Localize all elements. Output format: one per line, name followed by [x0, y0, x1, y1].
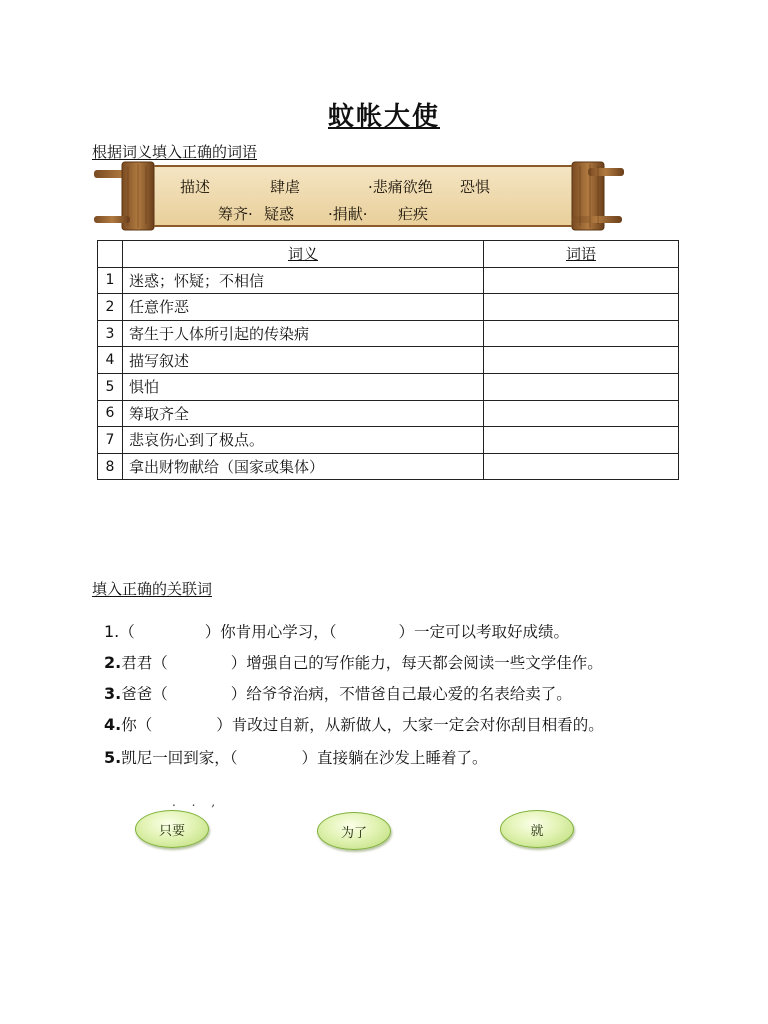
sentence-number: 4.: [104, 715, 122, 734]
answer-cell[interactable]: [484, 400, 679, 427]
row-meaning: 描写叙述: [123, 347, 484, 374]
sentence-number: 1.: [104, 622, 120, 641]
row-number: 8: [98, 453, 123, 480]
row-number: 3: [98, 320, 123, 347]
sentence-number: 2.: [104, 653, 122, 672]
answer-cell[interactable]: [484, 294, 679, 321]
answer-cell[interactable]: [484, 320, 679, 347]
table-row: [98, 400, 679, 427]
sentence-text: ）一定可以考取好成绩。: [398, 623, 570, 641]
row-number: 2: [98, 294, 123, 321]
header-word: 词语: [484, 241, 679, 268]
word-bank-item: 疟疾: [398, 205, 429, 223]
row-number: 5: [98, 373, 123, 400]
table-row: [98, 453, 679, 480]
answer-cell[interactable]: [484, 347, 679, 374]
sentence-text: （: [119, 623, 135, 641]
word-bank-item: 疑惑: [264, 205, 295, 223]
row-number: 7: [98, 427, 123, 454]
word-bank-item: ·悲痛欲绝: [368, 178, 433, 196]
table-row: [98, 427, 679, 454]
sentence-number: 3.: [104, 684, 122, 703]
header-number: [98, 241, 123, 268]
answer-cell[interactable]: [484, 373, 679, 400]
sentence-1: [104, 620, 569, 642]
table-row: [98, 320, 679, 347]
decorative-dots: . . ,: [172, 795, 222, 809]
row-number: 1: [98, 267, 123, 294]
row-number: 4: [98, 347, 123, 374]
sentence-number: 5.: [104, 748, 122, 767]
answer-cell[interactable]: [484, 267, 679, 294]
sentence-text: ）给爷爷治病，不惜爸自己最心爱的名表给卖了。: [230, 685, 572, 703]
word-bank-item: ·捐献·: [328, 205, 368, 223]
word-bank-scroll: [92, 160, 627, 232]
option-jiu-button[interactable]: 就: [500, 810, 574, 848]
row-number: 6: [98, 400, 123, 427]
word-bank-item: 恐惧: [460, 178, 491, 196]
word-bank-item: 肆虐: [270, 178, 301, 196]
sentence-2: [104, 651, 603, 673]
section-vocab-label: 根据词义填入正确的词语: [92, 143, 258, 161]
sentence-text: ）肯改过自新，从新做人，大家一定会对你刮目相看的。: [216, 716, 604, 734]
row-meaning: 惧怕: [123, 373, 484, 400]
sentence-4: [104, 713, 604, 735]
sentence-text: ）增强自己的写作能力，每天都会阅读一些文学佳作。: [230, 654, 603, 672]
sentence-text: 爸爸（: [121, 685, 168, 703]
word-bank-item: 描述: [180, 178, 211, 196]
sentence-text: ）直接躺在沙发上睡着了。: [301, 749, 488, 767]
word-bank-item: 筹齐·: [218, 205, 253, 223]
vocab-table: [97, 240, 679, 480]
row-meaning: 筹取齐全: [123, 400, 484, 427]
table-row: [98, 267, 679, 294]
sentence-text: 你（: [121, 716, 153, 734]
sentence-5: [104, 746, 488, 768]
row-meaning: 拿出财物献给（国家或集体）: [123, 453, 484, 480]
sentence-3: [104, 682, 572, 704]
page-title: 蚊帐大使: [327, 102, 440, 132]
sentence-text: 凯尼一回到家，（: [121, 749, 238, 767]
table-row: [98, 373, 679, 400]
row-meaning: 任意作恶: [123, 294, 484, 321]
table-row: [98, 347, 679, 374]
sentence-text: 君君（: [121, 654, 168, 672]
header-meaning: 词义: [123, 241, 484, 268]
table-row: [98, 294, 679, 321]
row-meaning: 迷惑；怀疑；不相信: [123, 267, 484, 294]
sentence-text: ）你肯用心学习，（: [204, 623, 337, 641]
answer-cell[interactable]: [484, 453, 679, 480]
answer-cell[interactable]: [484, 427, 679, 454]
option-weile-button[interactable]: 为了: [317, 812, 391, 850]
table-header-row: [98, 241, 679, 268]
option-zhiyao-button[interactable]: 只要: [135, 810, 209, 848]
section-conjunction-label: 填入正确的关联词: [92, 580, 213, 598]
row-meaning: 寄生于人体所引起的传染病: [123, 320, 484, 347]
row-meaning: 悲哀伤心到了极点。: [123, 427, 484, 454]
